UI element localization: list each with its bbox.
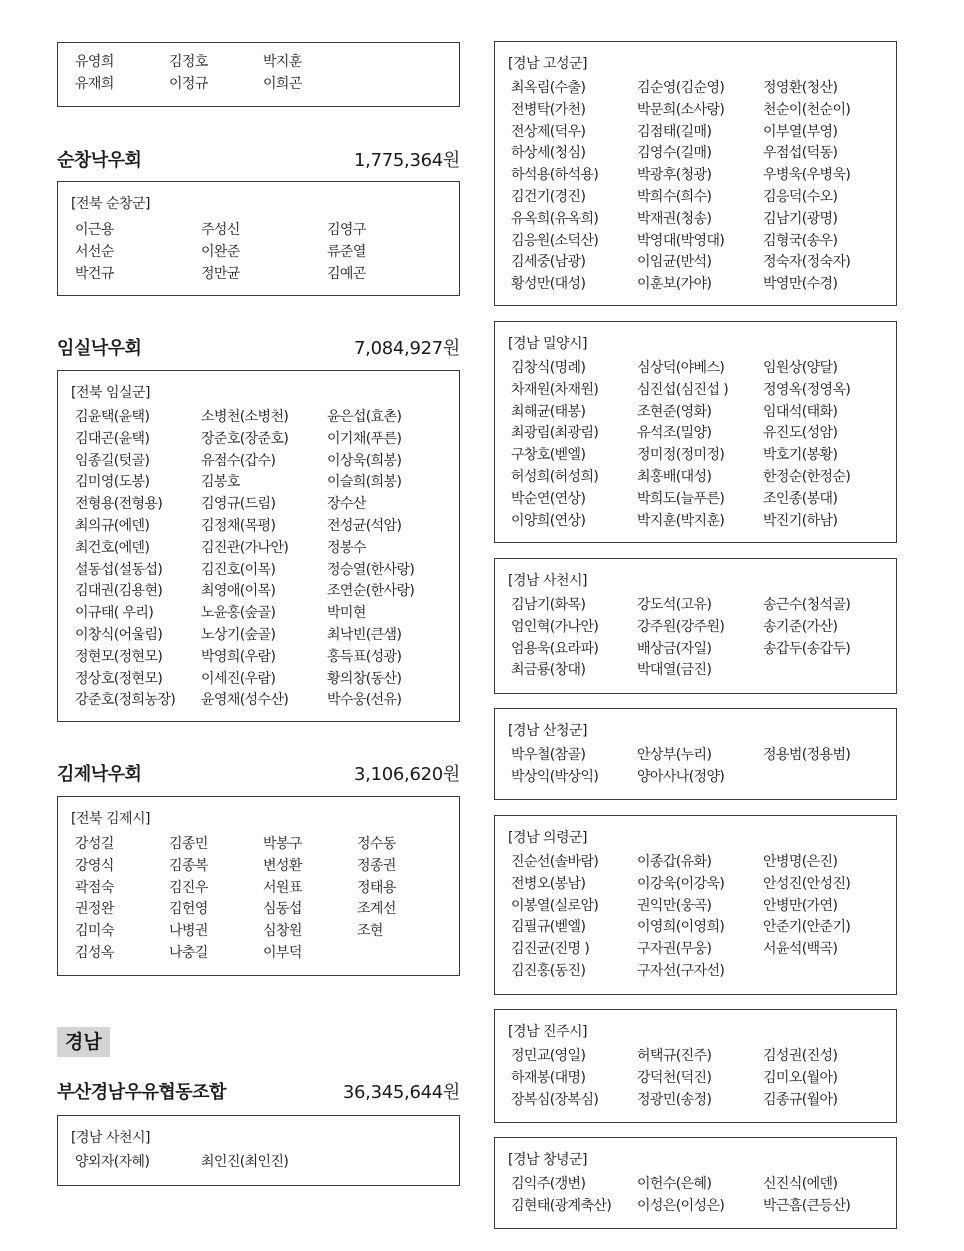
section-title-gimje: 김제낙우회 xyxy=(57,764,142,785)
member-name: 김익주(갱변) xyxy=(511,1176,586,1192)
member-name: 강준호(정희농장) xyxy=(75,692,176,709)
member-name: 이기채(푸른) xyxy=(327,430,402,447)
sunchang-box xyxy=(57,181,460,296)
member-name: 최영애(이목) xyxy=(201,583,276,600)
member-name: 이완준 xyxy=(201,243,240,260)
member-name: 최건호(에덴) xyxy=(75,539,150,556)
member-name: 변성환 xyxy=(263,857,302,874)
member-name: 나충길 xyxy=(169,944,208,961)
member-name: 김진호(이목) xyxy=(201,561,276,578)
member-name: 임원상(양달) xyxy=(763,360,838,376)
member-name: 김봉호 xyxy=(201,474,240,491)
member-name: 황성만(대성) xyxy=(511,276,586,293)
member-name: 이헌수(은혜) xyxy=(637,1176,712,1192)
member-name: 안준기(안준기) xyxy=(763,919,851,936)
member-name: 이창식(어울림) xyxy=(75,626,163,643)
member-name: 정용범(정용범) xyxy=(763,747,851,763)
member-name: 김정호 xyxy=(169,54,208,70)
member-name: 안상부(누리) xyxy=(637,747,712,763)
member-name: 김성권(진성) xyxy=(763,1048,838,1064)
member-name: 심진섭(심진섭 ) xyxy=(637,381,729,398)
right-box-0 xyxy=(494,41,897,306)
member-name: 배상금(자일) xyxy=(637,640,712,657)
jinju-names-grid xyxy=(511,1046,889,1111)
member-name: 박우철(참골) xyxy=(511,747,586,763)
member-name: 박희수(희수) xyxy=(637,188,712,205)
member-name: 장복심(장복심) xyxy=(511,1091,599,1108)
member-name: 이정규 xyxy=(169,75,208,92)
member-name: 이종갑(유화) xyxy=(637,854,712,870)
member-name: 최낙빈(큰샘) xyxy=(327,626,402,643)
region-label: [경남 진주시] xyxy=(508,1024,587,1040)
member-name: 정현모(정현모) xyxy=(75,648,163,665)
member-name: 신진식(에덴) xyxy=(763,1176,838,1192)
member-name: 심창원 xyxy=(263,923,302,940)
member-name: 김종규(월아) xyxy=(763,1091,838,1108)
member-name: 이슬희(희봉) xyxy=(327,474,402,491)
member-name: 양외자(자혜) xyxy=(75,1154,150,1170)
member-name: 서윤석(백곡) xyxy=(763,941,838,958)
member-name: 박지훈(박지훈) xyxy=(637,512,725,529)
sunchang-names-grid xyxy=(75,220,453,285)
member-name: 정민교(영일) xyxy=(511,1048,586,1064)
miryang-names-grid xyxy=(511,358,889,532)
member-name: 차재원(차재원) xyxy=(511,381,599,398)
member-name: 박영만(수경) xyxy=(763,276,838,293)
member-name: 이세진(우람) xyxy=(201,670,276,687)
member-name: 박호기(봉황) xyxy=(763,447,838,464)
member-name: 정봉수 xyxy=(327,539,366,556)
member-name: 박수웅(선유) xyxy=(327,692,402,709)
member-name: 송근수(청석골) xyxy=(763,597,851,613)
member-name: 박문희(소사랑) xyxy=(637,101,725,118)
member-name: 정영옥(정영옥) xyxy=(763,381,851,398)
member-name: 심상덕(야베스) xyxy=(637,360,725,376)
member-name: 노상기(숲골) xyxy=(201,626,276,643)
member-name: 심동섭 xyxy=(263,901,302,918)
region-label: [경남 밀양시] xyxy=(508,336,587,352)
member-name: 김점태(길매) xyxy=(637,123,712,140)
member-name: 김순영(김순영) xyxy=(637,80,725,96)
member-name: 박대열(금진) xyxy=(637,662,712,679)
member-name: 진순선(솔바람) xyxy=(511,854,599,870)
member-name: 김헌영 xyxy=(169,901,208,918)
member-name: 박순연(연상) xyxy=(511,490,586,507)
member-name: 김예곤 xyxy=(327,265,366,282)
member-name: 엄인혁(가나안) xyxy=(511,618,599,635)
region-label: [경남 사천시] xyxy=(508,573,587,589)
right-box-3 xyxy=(494,708,897,800)
member-name: 김현태(광계축산) xyxy=(511,1197,612,1214)
right-box-1 xyxy=(494,321,897,543)
member-name: 정영환(청산) xyxy=(763,80,838,96)
member-name: 하상세(청심) xyxy=(511,145,586,162)
section-title-sunchang: 순창낙우회 xyxy=(57,150,142,171)
member-name: 유석조(밀양) xyxy=(637,425,712,442)
member-name: 송갑두(송갑두) xyxy=(763,640,851,657)
member-name: 하재봉(대명) xyxy=(511,1069,586,1086)
member-name: 이강욱(이강욱) xyxy=(637,875,725,892)
member-name: 박건규 xyxy=(75,265,114,282)
member-name: 박재권(청송) xyxy=(637,210,712,227)
province-label: 경남 xyxy=(57,1027,110,1057)
member-name: 이규태( 우리) xyxy=(75,605,154,622)
busan-box xyxy=(57,1115,460,1186)
section-amount-gimje: 3,106,620원 xyxy=(354,764,460,785)
region-label: [전북 김제시] xyxy=(71,811,150,827)
member-name: 정승열(한사랑) xyxy=(327,561,415,578)
member-name: 장수산 xyxy=(327,496,366,513)
member-name: 이봉열(실로암) xyxy=(511,897,599,914)
member-name: 조인종(봉대) xyxy=(763,490,838,507)
member-name: 소병천(소병천) xyxy=(201,409,289,425)
member-name: 강성길 xyxy=(75,836,114,852)
member-name: 김진우 xyxy=(169,879,208,896)
member-name: 전성균(석암) xyxy=(327,517,402,534)
right-box-5 xyxy=(494,1009,897,1123)
member-name: 김진관(가나안) xyxy=(201,539,289,556)
member-name: 최홍배(대성) xyxy=(637,468,712,485)
region-label: [전북 순창군] xyxy=(71,196,150,212)
member-name: 박지훈 xyxy=(263,54,302,70)
member-name: 정수동 xyxy=(357,836,396,852)
member-name: 나병권 xyxy=(169,923,208,940)
member-name: 김영구 xyxy=(327,222,366,238)
top-names-box xyxy=(57,42,460,107)
member-name: 박봉구 xyxy=(263,836,302,852)
section-title-imsil: 임실낙우회 xyxy=(57,338,142,359)
member-name: 천순이(천순이) xyxy=(763,101,851,118)
member-name: 최옥림(수출) xyxy=(511,80,586,96)
member-name: 김창식(명례) xyxy=(511,360,586,376)
member-name: 허택규(진주) xyxy=(637,1048,712,1064)
member-name: 김윤택(윤택) xyxy=(75,409,150,425)
region-label: [경남 창녕군] xyxy=(508,1152,587,1168)
member-name: 김응덕(수오) xyxy=(763,188,838,205)
member-name: 임종길(텃골) xyxy=(75,452,150,469)
gimje-names-grid xyxy=(75,834,451,965)
member-name: 이희곤 xyxy=(263,75,302,92)
member-name: 김성옥 xyxy=(75,944,114,961)
member-name: 최광림(최광림) xyxy=(511,425,599,442)
member-name: 박광후(청광) xyxy=(637,167,712,184)
imsil-box xyxy=(57,370,460,722)
member-name: 김영수(길매) xyxy=(637,145,712,162)
member-name: 조연순(한사랑) xyxy=(327,583,415,600)
imsil-names-grid xyxy=(75,407,453,712)
member-name: 김형국(송우) xyxy=(763,232,838,249)
member-name: 김세중(남광) xyxy=(511,254,586,271)
changnyeong-names-grid xyxy=(511,1174,889,1218)
member-name: 박영대(박영대) xyxy=(637,232,725,249)
member-name: 정상호(정현모) xyxy=(75,670,163,687)
gimje-box xyxy=(57,796,460,976)
top-names-grid xyxy=(75,52,357,96)
member-name: 홍득표(성광) xyxy=(327,648,402,665)
member-name: 정종권 xyxy=(357,857,396,874)
member-name: 주성신 xyxy=(201,222,240,238)
member-name: 김종복 xyxy=(169,857,208,874)
member-name: 박영희(우람) xyxy=(201,648,276,665)
member-name: 김진균(진명 ) xyxy=(511,941,590,958)
member-name: 이임균(반석) xyxy=(637,254,712,271)
member-name: 장준호(장준호) xyxy=(201,430,289,447)
region-label: [경남 고성군] xyxy=(508,56,587,72)
member-name: 박진기(하남) xyxy=(763,512,838,529)
region-label: [경남 산청군] xyxy=(508,723,587,739)
member-name: 김대권(김용현) xyxy=(75,583,163,600)
member-name: 이성은(이성은) xyxy=(637,1197,725,1214)
right-box-2 xyxy=(494,558,897,694)
member-name: 류준열 xyxy=(327,243,366,260)
member-name: 안병만(가연) xyxy=(763,897,838,914)
member-name: 정만균 xyxy=(201,265,240,282)
member-name: 유영희 xyxy=(75,54,114,70)
member-name: 박희도(늘푸른) xyxy=(637,490,725,507)
member-name: 박상익(박상익) xyxy=(511,768,599,785)
member-name: 강주원(강주원) xyxy=(637,618,725,635)
member-name: 이부열(부영) xyxy=(763,123,838,140)
member-name: 구자권(무웅) xyxy=(637,941,712,958)
member-name: 우점섭(덕동) xyxy=(763,145,838,162)
region-label: [전북 임실군] xyxy=(71,385,150,401)
member-name: 곽점숙 xyxy=(75,879,114,896)
member-name: 이부덕 xyxy=(263,944,302,961)
sancheong-names-grid xyxy=(511,745,889,789)
member-name: 김미오(월아) xyxy=(763,1069,838,1086)
member-name: 윤은섭(효촌) xyxy=(327,409,402,425)
member-name: 윤영채(성수산) xyxy=(201,692,289,709)
member-name: 구창호(벧엘) xyxy=(511,447,586,464)
busan-names-grid xyxy=(75,1152,327,1174)
member-name: 유점수(갑수) xyxy=(201,452,276,469)
member-name: 안성진(안성진) xyxy=(763,875,851,892)
member-name: 권익만(웅곡) xyxy=(637,897,712,914)
member-name: 조계선 xyxy=(357,901,396,918)
member-name: 서선순 xyxy=(75,243,114,260)
right-box-6 xyxy=(494,1137,897,1229)
member-name: 박근흠(큰등산) xyxy=(763,1197,851,1214)
section-amount-imsil: 7,084,927원 xyxy=(354,338,460,359)
member-name: 전상제(덕우) xyxy=(511,123,586,140)
member-name: 김종민 xyxy=(169,836,208,852)
member-name: 김남기(화목) xyxy=(511,597,586,613)
member-name: 최해균(태봉) xyxy=(511,403,586,420)
member-name: 서원표 xyxy=(263,879,302,896)
member-name: 전병오(봉남) xyxy=(511,875,586,892)
member-name: 유옥희(유옥희) xyxy=(511,210,599,227)
member-name: 전형용(전형용) xyxy=(75,496,163,513)
member-name: 임대석(태화) xyxy=(763,403,838,420)
member-name: 하석용(하석용) xyxy=(511,167,599,184)
member-name: 조현 xyxy=(357,923,383,940)
sacheon-names-grid xyxy=(511,595,889,682)
member-name: 이훈보(가야) xyxy=(637,276,712,293)
member-name: 양아사나(정양) xyxy=(637,768,725,785)
member-name: 이양희(연상) xyxy=(511,512,586,529)
member-name: 이근용 xyxy=(75,222,114,238)
member-name: 조현준(영화) xyxy=(637,403,712,420)
member-name: 설동섭(설동섭) xyxy=(75,561,163,578)
region-label: [경남 의령군] xyxy=(508,830,587,846)
member-name: 김정채(목평) xyxy=(201,517,276,534)
member-name: 구자선(구자선) xyxy=(637,962,725,979)
member-name: 노윤홍(숲골) xyxy=(201,605,276,622)
member-name: 김미숙 xyxy=(75,923,114,940)
member-name: 한정순(한정순) xyxy=(763,468,851,485)
member-name: 최금룡(창대) xyxy=(511,662,586,679)
member-name: 강도석(고유) xyxy=(637,597,712,613)
section-amount-sunchang: 1,775,364원 xyxy=(354,150,460,171)
member-name: 김영규(드림) xyxy=(201,496,276,513)
member-name: 강영식 xyxy=(75,857,114,874)
member-name: 안병명(은진) xyxy=(763,854,838,870)
member-name: 박미현 xyxy=(327,605,366,622)
member-name: 김남기(광명) xyxy=(763,210,838,227)
member-name: 김진홍(동진) xyxy=(511,962,586,979)
member-name: 권정완 xyxy=(75,901,114,918)
member-name: 김미영(도봉) xyxy=(75,474,150,491)
member-name: 최의규(에덴) xyxy=(75,517,150,534)
member-name: 최인진(최인진) xyxy=(201,1154,289,1170)
section-title-busan: 부산경남우유협동조합 xyxy=(57,1082,226,1103)
goseong-names-grid xyxy=(511,78,889,296)
member-name: 황의창(동산) xyxy=(327,670,402,687)
member-name: 이상욱(희봉) xyxy=(327,452,402,469)
member-name: 전병탁(가천) xyxy=(511,101,586,118)
member-name: 김건기(경진) xyxy=(511,188,586,205)
member-name: 이영희(이영희) xyxy=(637,919,725,936)
member-name: 허성희(허성희) xyxy=(511,468,599,485)
member-name: 우병욱(우병욱) xyxy=(763,167,851,184)
section-amount-busan: 36,345,644원 xyxy=(342,1082,460,1103)
right-box-4 xyxy=(494,815,897,995)
member-name: 유진도(성암) xyxy=(763,425,838,442)
region-label: [경남 사천시] xyxy=(71,1130,150,1146)
member-name: 김필규(벧엘) xyxy=(511,919,586,936)
member-name: 강덕천(덕진) xyxy=(637,1069,712,1086)
member-name: 김응원(소덕산) xyxy=(511,232,599,249)
member-name: 유재희 xyxy=(75,75,114,92)
member-name: 정광민(송정) xyxy=(637,1091,712,1108)
uiryeong-names-grid xyxy=(511,852,889,983)
member-name: 김대곤(윤택) xyxy=(75,430,150,447)
member-name: 정태용 xyxy=(357,879,396,896)
member-name: 엄용욱(요라파) xyxy=(511,640,599,657)
member-name: 정숙자(정숙자) xyxy=(763,254,851,271)
member-name: 정미정(정미정) xyxy=(637,447,725,464)
member-name: 송기준(가산) xyxy=(763,618,838,635)
